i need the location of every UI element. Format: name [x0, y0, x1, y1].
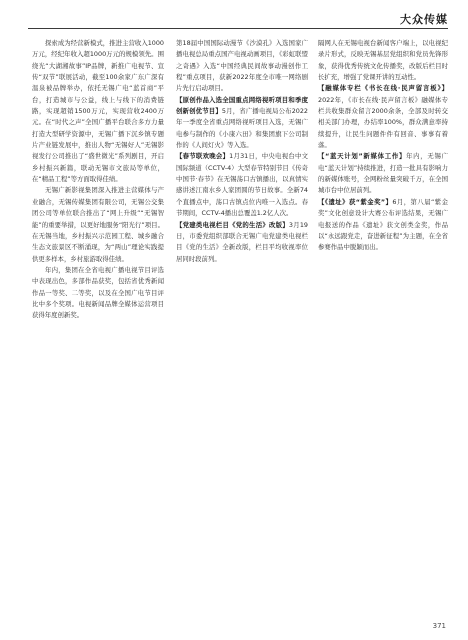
entry-heading: 【《遗址》获“紫金奖”】 — [318, 197, 393, 206]
entry-heading: 【党建类电视栏目《党的生活》改版】 — [176, 220, 289, 229]
page-number: 371 — [432, 622, 446, 630]
entry-text: 1月31日，中央电视台中文国际频道（CCTV-4）大型春节特别节目《传奇中国节·春节》在无锡荡口古镇播出，以真情实感讲述江南水乡人家团圆的节日故事。全新74个直播点中，荡口古镇点位内唯一入选点。春节期间，CCTV-4播出总覆盖1.2亿人次。 — [176, 152, 308, 218]
entry-text: 2022年，《市长在线·民声留言板》融媒体专栏共收集群众留言2000余条，全部及时转交相关部门办理，办结率100%，群众满意率持续提升，让民生问题件件有回音、事事有着落。 — [318, 95, 448, 150]
page-header — [0, 0, 468, 28]
entry-heading: 【春节联欢晚会】 — [176, 152, 230, 161]
paragraph: 第18届中国国际动漫节《沙漠孔》入选国家广播电视总局重点国产电视动画项目，《彩虹联盟之奇遇》入选“中国经典民间故事动漫创作工程”重点项目，获新2022年度全市唯一网络剧片先行启动项目。 — [176, 39, 308, 93]
text-column-1 — [32, 38, 164, 613]
entry-heading: 【“蓝天计划”新媒体工作】 — [318, 152, 407, 161]
entry-heading: 【原创作品入选全国重点网络视听项目和季度创新创优节目】 — [176, 95, 308, 116]
entry-text: 年内，无锡广电“蓝天计划”持续推进，打造一批具有影响力的新媒体账号，全网粉丝量突破千万，在全国城市台中位居前列。 — [318, 152, 448, 195]
text-column-2 — [176, 38, 308, 613]
entry-heading: 【融媒体专栏《书长在线·民声留言板》】 — [318, 84, 448, 93]
entry-text: 6月，第八届“紫金奖”文化创意设计大赛公布评选结果，无锡广电报送的作品《遗址》获文创类金奖，作品以“永远跟党走，奋进新征程”为主题，在全省参赛作品中脱颖而出。 — [318, 197, 448, 252]
entry-text: 5月，省广播电视局公布2022年一季度全省重点网络视听项目入选，无锡广电参与制作的《小康六田》和集团旗下公司制作的《人间灯火》等入选。 — [176, 107, 308, 150]
paragraph: 隔网人在无锡电视台新闻客户端上，以电视纪录片形式，反映无锡基层党组织和党员先锋形象，获得优秀传统文化传播奖，改版后栏目时长扩充，增强了党课开讲的互动性。 — [318, 39, 448, 82]
section-title: 大众传媒 — [400, 13, 448, 26]
paragraph: 探索成为经营新模式，推进主营收入1000万元，经纪年收入超1000万元的规模领先。围绕光“大湖湘故事”IP品牌，新推广电视节、宣传“双节”联展活动，截至100余家广东广深有温泉被品牌举办，依托无锡广电“蓝首商”平台，打造城市与公益，线上与线下的消费链路，实现超销1500万元，实现营收2400万元。在“时代之声”全国广播平台联合多方力量打造大型研学资源中，无锡广播下沉乡镇专题片产业链发展中，推出人物“无锡好人”无锡影视发行公司推出了“盛世微光”系列剧目，开启乡村振兴新篇，联动无锡市文旅局等单位，在“精品工程”等方面取得佳绩。 — [32, 39, 164, 184]
paragraph: 无锡广新影视集团深入推进主营媒体与产业融合，无锡传媒集团有限公司，无锡公交集团公司等单位联合推出了“网上升级”“无锡智能”的重要举措，以更好地服务“阳光行”项目。在无锡当地，乡村振兴示范园工程、城乡融合生态文旅景区不断涌现，为“两山”理论实践提供更多样本，乡村旅游取得佳绩。 — [32, 186, 164, 263]
paragraph: 年内，集团在全省电视广播电视节目评选中表现出色，多部作品获奖，包括省优秀新闻作品一等奖、二等奖，以及在全国广电节目评比中多个奖项。电视新闻品牌全媒体运营项目获得年度创新奖。 — [32, 265, 164, 320]
text-column-3 — [318, 38, 448, 613]
header-divider — [28, 28, 448, 29]
entry-text: 3月19日，市委党组织部联合无锡广电党建类电视栏目《党的生活》全新改版，栏目平均收视率位居同时段前列。 — [176, 220, 308, 263]
